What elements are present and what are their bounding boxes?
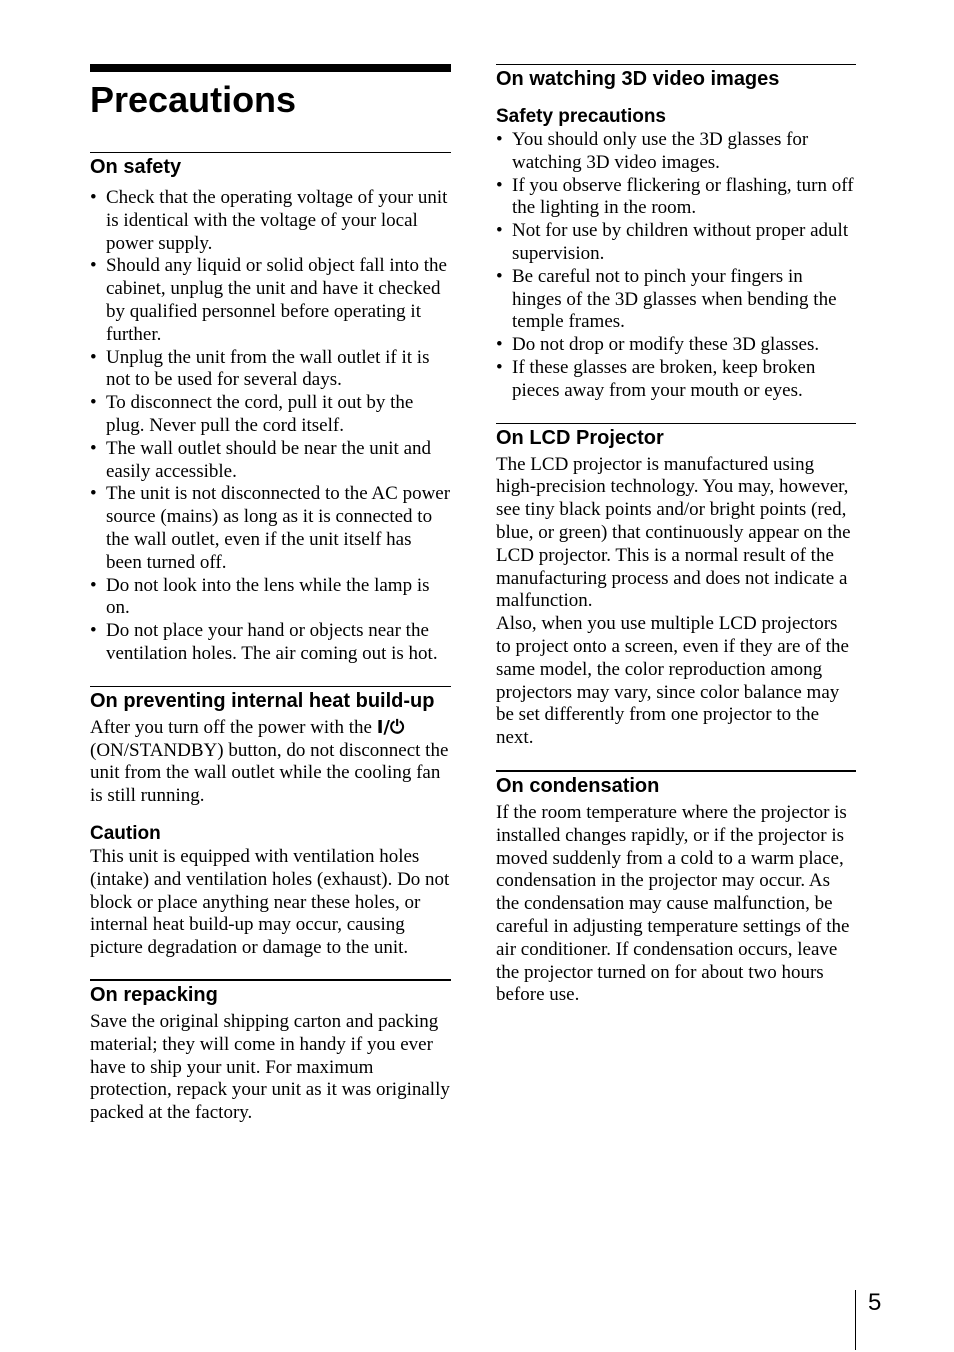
- section-heading-watching-3d: On watching 3D video images: [496, 68, 780, 90]
- heat-paragraph: [90, 717, 451, 808]
- section-heat-buildup: [90, 686, 451, 960]
- section-heading-condensation: On condensation: [496, 774, 660, 797]
- caution-heading: Caution: [90, 822, 161, 844]
- list-item: • You should only use the 3D glasses for watching 3D video images.: [496, 129, 856, 175]
- section-condensation: [496, 770, 856, 1007]
- section-heading-lcd-projector: On LCD Projector: [496, 426, 664, 449]
- list-item: • Do not drop or modify these 3D glasses.: [496, 334, 856, 357]
- section-heading-heat-buildup: On preventing internal heat build-up: [90, 689, 435, 712]
- safety-precautions-heading: Safety precautions: [496, 106, 666, 127]
- list-item: • Be careful not to pinch your fingers in hinges of the 3D glasses when bending the temple frames.: [496, 266, 856, 334]
- page-number-rule: [855, 1290, 856, 1350]
- list-item: • Should any liquid or solid object fall into the cabinet, unplug the unit and have it checked by qualified personnel before operating it further.: [90, 255, 451, 346]
- list-item: • The unit is not disconnected to the AC power source (mains) as long as it is connected to the wall outlet, even if the unit itself has been turned off.: [90, 483, 451, 574]
- lcd-paragraph-2: Also, when you use multiple LCD projectors to project onto a screen, even if they are of the same model, the color reproduction among projectors may vary, since color balance may be set differently from one projector to the next.: [496, 613, 849, 749]
- list-item: • To disconnect the cord, pull it out by the plug. Never pull the cord itself.: [90, 392, 451, 438]
- heat-text-before: After you turn off the power with the: [90, 716, 372, 738]
- right-column: [496, 64, 856, 1007]
- repacking-paragraph: Save the original shipping carton and packing material; they will come in handy if you ever have to ship your unit. For maximum protection, repack your unit as it was originally packed at the factory.: [90, 1010, 450, 1124]
- watching-3d-list: [496, 129, 856, 403]
- section-on-safety: [90, 152, 451, 666]
- section-repacking: [90, 979, 451, 1125]
- section-lcd-projector: [496, 423, 856, 750]
- lcd-paragraph-1: The LCD projector is manufactured using high-precision technology. You may, however, see tiny black points and/or bright points (red, blue, or green) that continuously appear on the LCD projector. This is a normal result of the manufacturing process and does not indicate a malfunction.: [496, 453, 851, 612]
- condensation-paragraph: If the room temperature where the projector is installed changes rapidly, or if the projector is moved suddenly from a cold to a warm place, condensation in the projector may occur. As the condensation may cause malfunction, be careful in adjusting temperature settings of the air conditioner. If condensation occurs, leave the projector turned on for about two hours before use.: [496, 801, 850, 1006]
- list-item: • The wall outlet should be near the unit and easily accessible.: [90, 438, 451, 484]
- section-watching-3d: [496, 64, 856, 403]
- caution-paragraph: This unit is equipped with ventilation holes (intake) and ventilation holes (exhaust). Do not block or place anything near these holes, or internal heat build-up may occur, causing picture degradation or damage to the unit.: [90, 845, 450, 959]
- section-heading-repacking: On repacking: [90, 983, 218, 1006]
- list-item: • If you observe flickering or flashing, turn off the lighting in the room.: [496, 175, 856, 221]
- heat-text-after: (ON/STANDBY) button, do not disconnect the unit from the wall outlet while the cooling fan is still running.: [90, 739, 449, 807]
- page-title: Precautions: [90, 79, 297, 120]
- on-safety-list: [90, 187, 451, 666]
- section-heading-on-safety: On safety: [90, 156, 182, 178]
- left-column: [90, 64, 451, 1125]
- list-item: • Check that the operating voltage of your unit is identical with the voltage of your local power supply.: [90, 187, 451, 255]
- page-number: 5: [868, 1289, 882, 1316]
- list-item: • Unplug the unit from the wall outlet if it is not to be used for several days.: [90, 347, 451, 393]
- list-item: • If these glasses are broken, keep broken pieces away from your mouth or eyes.: [496, 357, 856, 403]
- title-rule: [90, 64, 451, 72]
- list-item: • Not for use by children without proper adult supervision.: [496, 220, 856, 266]
- power-standby-icon: I/⏻: [376, 716, 405, 738]
- list-item: • Do not place your hand or objects near the ventilation holes. The air coming out is hot.: [90, 620, 451, 666]
- list-item: • Do not look into the lens while the lamp is on.: [90, 575, 451, 621]
